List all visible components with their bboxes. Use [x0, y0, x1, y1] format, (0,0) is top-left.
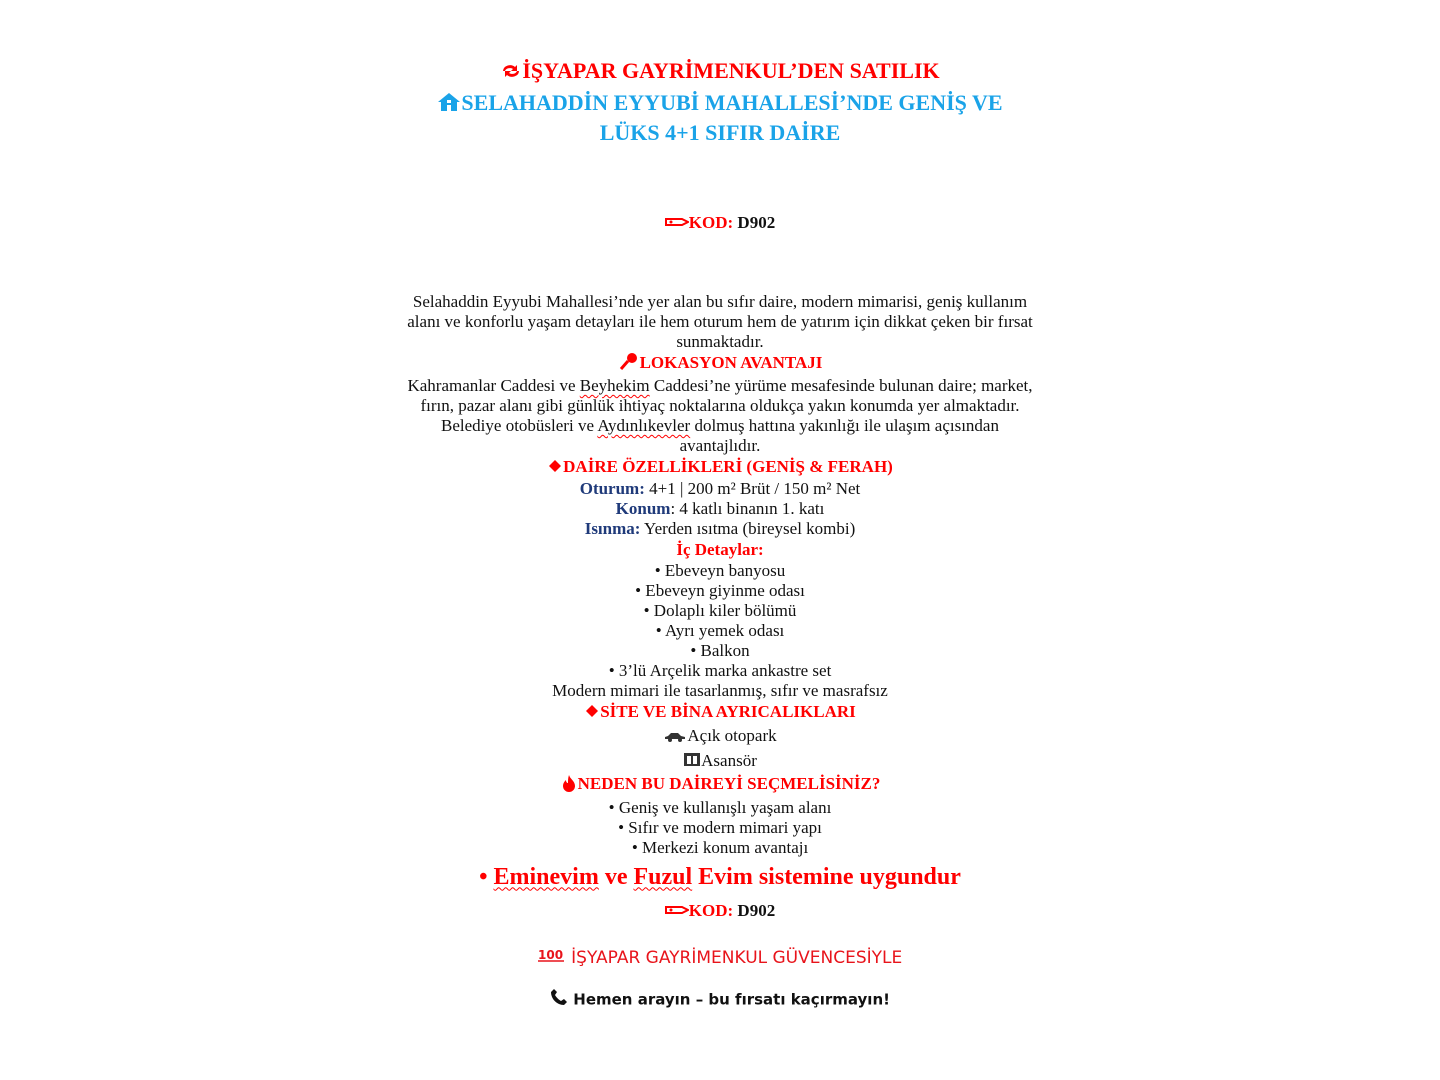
text-span: Asansör [701, 750, 757, 770]
text-span: Eminevim [493, 863, 599, 890]
text-span: Açık otopark [687, 726, 777, 746]
text-span: Oturum: [579, 479, 645, 499]
highlight-line [0, 862, 1440, 892]
guarantee-line [0, 946, 1440, 970]
why-heading-text: NEDEN BU DAİREYİ SEÇMELİSİNİZ? [577, 774, 881, 794]
text-span: Konum [615, 499, 671, 519]
title-text-1: İŞYAPAR GAYRİMENKUL’DEN SATILIK [522, 58, 940, 83]
list-item: • Ebeveyn banyosu [654, 561, 786, 581]
tag-icon [665, 211, 689, 237]
pin-icon [618, 352, 640, 376]
text-span: Evim sistemine uygundur [692, 863, 961, 890]
site-item-parking [0, 724, 1440, 749]
text-span: Kahramanlar Caddesi ve [407, 376, 580, 396]
title-block-2 [0, 89, 1440, 147]
elevator-icon [683, 750, 701, 773]
interior-heading: İç Detaylar: [676, 540, 764, 560]
location-heading-text: LOKASYON AVANTAJI [639, 353, 823, 372]
house-icon [437, 91, 461, 119]
feature-oturum [0, 479, 1440, 499]
text-span: : 4 katlı binanın 1. katı [670, 499, 825, 519]
location-line-3 [0, 416, 1440, 436]
repeat-icon [500, 58, 522, 88]
code-label: KOD: [688, 901, 734, 920]
guarantee-text: İŞYAPAR GAYRİMENKUL GÜVENCESİYLE [571, 948, 903, 968]
diamond-icon [584, 702, 600, 724]
features-heading-text: DAİRE ÖZELLİKLERİ (GENİŞ & FERAH) [563, 457, 893, 477]
features-heading [0, 456, 1440, 479]
text-span: Aydınlıkevler [597, 416, 691, 436]
text-span: Belediye otobüsleri ve [441, 416, 598, 436]
site-heading [0, 701, 1440, 724]
list-item: • Dolaplı kiler bölümü [643, 601, 797, 621]
text-span: Fuzul [633, 863, 693, 890]
intro-line: Selahaddin Eyyubi Mahallesi’nde yer alan bu sıfır daire, modern mimarisi, geniş kullanım [412, 292, 1028, 311]
fire-icon [560, 774, 578, 798]
hundred-icon [538, 946, 566, 970]
code-bottom [0, 898, 1440, 925]
features-note: Modern mimari ile tasarlanmış, sıfır ve masrafsız [552, 681, 888, 701]
list-item: • Balkon [690, 641, 750, 661]
location-heading [0, 352, 1440, 376]
title-text-3: LÜKS 4+1 SIFIR DAİRE [599, 119, 841, 145]
title-line-1 [0, 56, 1440, 88]
phone-icon [550, 988, 568, 1012]
feature-konum [0, 499, 1440, 519]
location-line-4: avantajlıdır. [679, 436, 761, 456]
location-line-1 [0, 376, 1440, 396]
text-span: dolmuş hattına yakınlığı ile ulaşım açısından [690, 416, 999, 436]
text-span: Beyhekim [579, 376, 650, 396]
text-span: Yerden ısıtma (bireysel kombi) [640, 519, 856, 539]
list-item: • Merkezi konum avantajı [631, 837, 809, 857]
call-text: Hemen arayın – bu fırsatı kaçırmayın! [573, 990, 890, 1009]
list-item: • Geniş ve kullanışlı yaşam alanı [608, 797, 832, 817]
location-line-2: fırın, pazar alanı gibi günlük ihtiyaç noktalarına oldukça yakın konumda yer almaktadır. [420, 396, 1020, 416]
text-span: • [479, 863, 494, 890]
feature-isinma [0, 519, 1440, 539]
site-heading-text: SİTE VE BİNA AYRICALIKLARI [600, 702, 856, 722]
tag-icon [665, 899, 689, 925]
diamond-icon [547, 457, 563, 479]
call-line [0, 988, 1440, 1012]
site-item-elevator [0, 749, 1440, 774]
svg-text:100: 100 [537, 948, 563, 962]
list-item: • Sıfır ve modern mimari yapı [618, 817, 822, 837]
list-item: • 3’lü Arçelik marka ankastre set [608, 661, 832, 681]
intro-line: sunmaktadır. [676, 332, 764, 351]
code-value: D902 [737, 213, 776, 232]
text-span: Isınma: [584, 519, 641, 539]
text-span: 4+1 | 200 m² Brüt / 150 m² Net [644, 479, 861, 499]
list-item: • Ayrı yemek odası [655, 621, 785, 641]
text-span: ve [598, 863, 634, 890]
text-span: Caddesi’ne yürüme mesafesinde bulunan daire; market, [649, 376, 1033, 396]
why-heading [0, 773, 1440, 797]
code-top [0, 210, 1440, 237]
car-icon [663, 726, 687, 749]
intro-line: alanı ve konforlu yaşam detayları ile hem oturum hem de yatırım için dikkat çeken bir fırsat [407, 312, 1033, 331]
listing-body [0, 292, 1440, 892]
code-label: KOD: [688, 213, 734, 232]
list-item: • Ebeveyn giyinme odası [635, 581, 805, 601]
code-value: D902 [737, 901, 776, 920]
title-text-2: SELAHADDİN EYYUBİ MAHALLESİ’NDE GENİŞ VE [461, 90, 1003, 115]
